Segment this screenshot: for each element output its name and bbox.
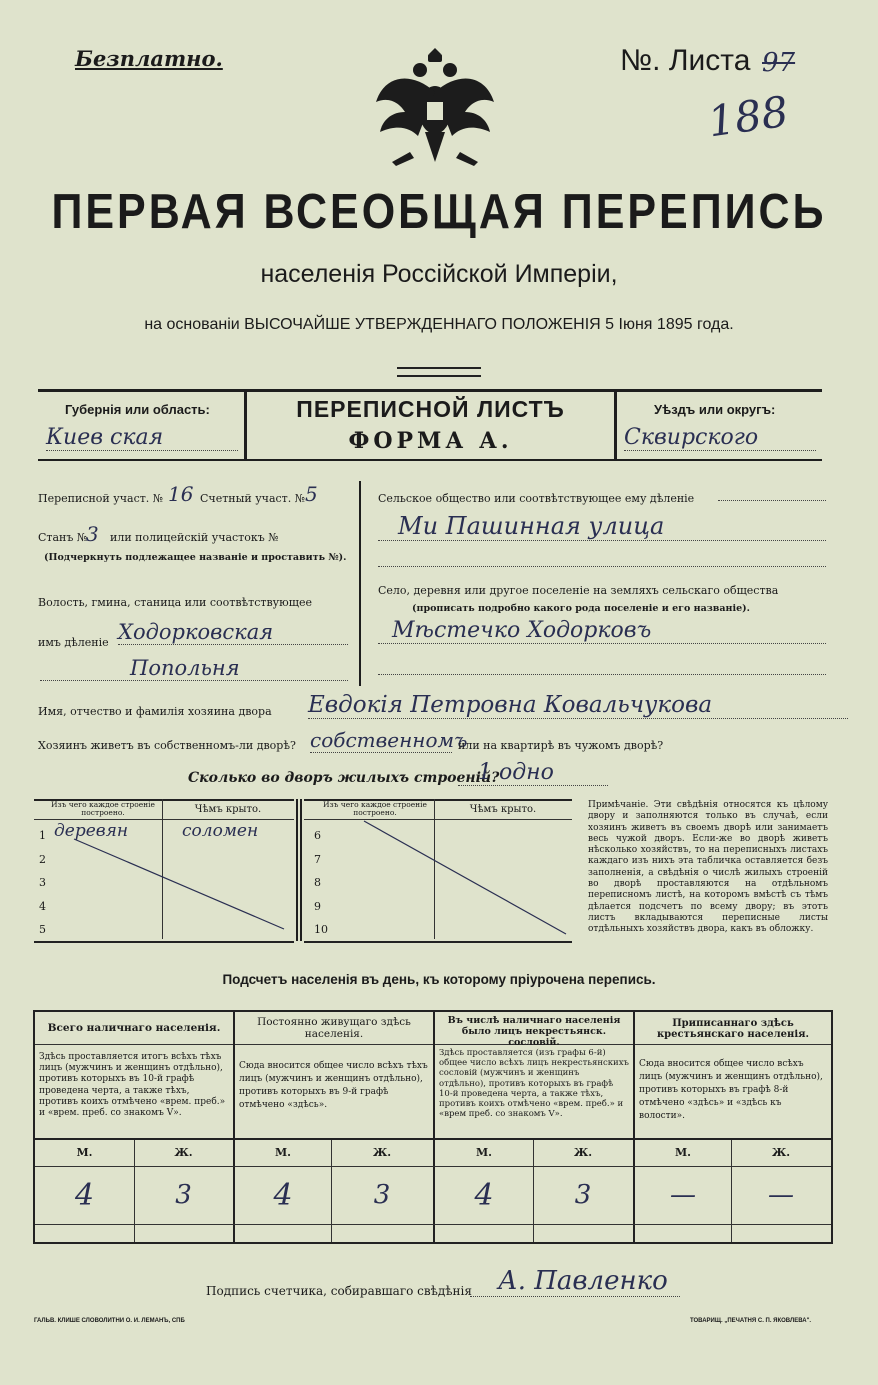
uezd-label: Уѣздъ или округъ: (654, 402, 776, 417)
legal-basis: на основаніи ВЫСОЧАЙШЕ УТВЕРЖДЕННАГО ПОЛОЖЕНІЯ 5 Іюня 1895 года. (144, 316, 734, 333)
summary-col2-m-label: М. (274, 1146, 291, 1159)
page-title: ПЕРВАЯ ВСЕОБЩАЯ ПЕРЕПИСЬ (51, 184, 827, 240)
summary-col1-zh-label: Ж. (174, 1146, 193, 1159)
underline-note: (Подчеркнуть подлежащее названіе и проставить №). (44, 552, 347, 563)
row-number: 6 (314, 829, 321, 842)
summary-col2-zh-field[interactable]: 3 (373, 1180, 391, 1210)
summary-col4-zh-label: Ж. (771, 1146, 791, 1159)
footer-right: ТОВАРИЩ. „ПЕЧАТНЯ С. П. ЯКОВЛЕВА". (690, 1318, 812, 1324)
form-title: ПЕРЕПИСНОЙ ЛИСТЪ (296, 396, 565, 422)
obshestvo-line-2 (378, 566, 826, 567)
row-number: 1 (39, 829, 46, 842)
row-number: 8 (314, 876, 321, 889)
free-label: Безплатно. (75, 46, 223, 71)
page-subtitle: населенія Россійской Имперіи, (260, 260, 618, 288)
obshestvo-field[interactable]: Ми Пашинная улица (378, 512, 826, 541)
summary-col2-zh-label: Ж. (372, 1146, 392, 1159)
double-headed-eagle-emblem (370, 40, 500, 175)
owner-name-label: Имя, отчество и фамилія хозяина двора (38, 705, 272, 718)
footer-left: ГАЛЬВ. КЛИШЕ СЛОВОЛИТНИ О. И. ЛЕМАНЪ, СПБ (34, 1318, 185, 1324)
owner-name-field[interactable]: Евдокія Петровна Ковальчукова (308, 692, 848, 719)
sheet-number-crossed: 97 (762, 48, 796, 78)
police-label: или полицейскій участокъ № (110, 531, 279, 544)
selo-field[interactable]: Мѣстечко Ходорковъ (378, 618, 826, 644)
buildings-col-roof-left: Чѣмъ крыто. (194, 804, 262, 815)
buildings-field[interactable]: 1 одно (458, 760, 608, 786)
row-number: 7 (314, 852, 321, 866)
stan-label: Станъ № (38, 531, 88, 544)
summary-col2-title: Постоянно живущаго здѣсь населенія. (257, 1016, 411, 1040)
volost-label-2: имъ дѣленіе (38, 636, 109, 649)
schetny-field[interactable]: 5 (305, 482, 318, 506)
note-text: Примѣчаніе. Эти свѣдѣнія относятся къ цѣлому двору и заполняются только въ случаѣ, если хозяинъ живетъ въ своемъ дворѣ или занимаетъ весь чужой дворъ. Если-же во дворѣ живетъ нѣсколько хозяйствъ, то на переписныхъ листахъ каждаго изъ нихъ эта табличка оставляется безъ заполненія, а свѣдѣнія о числѣ жилыхъ строеній во дворѣ проставляются на отдѣльномъ переписномъ листѣ, на которомъ вмѣстѣ съ тѣмъ дѣлается подсчетъ по всему двору; въ этотъ листъ вкладываются переписные листы отдѣльныхъ хозяйствъ двора, какъ въ обложку. (588, 800, 828, 935)
summary-col3-zh-field[interactable]: 3 (574, 1180, 592, 1210)
summary-col1-zh-field[interactable]: 3 (175, 1180, 192, 1210)
gubernia-label: Губернія или область: (65, 402, 210, 417)
summary-col4-zh-field[interactable]: — (768, 1180, 794, 1210)
row1-material-field[interactable]: деревян (54, 821, 129, 841)
form-subtitle: ФОРМА А. (348, 428, 513, 454)
summary-col2-m-field[interactable]: 4 (273, 1178, 293, 1213)
selo-line-2 (378, 674, 826, 675)
row-number: 4 (39, 899, 46, 913)
row-number: 3 (39, 876, 46, 889)
uezd-field[interactable]: Сквирского (624, 425, 816, 451)
summary-col4-desc: Сюда вносится общее число всѣхъ лицъ (мужчинъ и женщинъ отдѣльно), противъ которыхъ въ графѣ 8-й отмѣчено «здѣсь» и «здѣсь къ волости». (639, 1059, 823, 1121)
volost-label: Волость, гмина, станица или соотвѣтствующее (38, 596, 312, 609)
buildings-col-material-left: Изъ чего каждое строеніе построено. (51, 800, 155, 817)
summary-col4-m-label: М. (674, 1146, 691, 1159)
summary-col1-m-label: М. (76, 1146, 93, 1159)
row1-roof-field[interactable]: соломен (182, 821, 259, 841)
selo-note: (прописать подробно какого рода поселеніе и его названіе). (412, 603, 750, 614)
signature-label: Подпись счетчика, собиравшаго свѣдѣнія (206, 1284, 472, 1298)
summary-table (33, 1010, 833, 1244)
rule-fields-divider (359, 481, 361, 686)
row-number: 10 (314, 923, 328, 936)
owner-lives-field[interactable]: собственномъ (310, 728, 468, 752)
obshestvo-label: Сельское общество или соотвѣтствующее ему дѣленіе (378, 492, 695, 505)
summary-col1-m-field[interactable]: 4 (74, 1178, 95, 1213)
apartment-label: или на квартирѣ въ чужомъ дворѣ? (458, 739, 664, 752)
buildings-col-material-right: Изъ чего каждое строеніе построено. (323, 800, 427, 817)
summary-col3-title: Въ числѣ наличнаго населенія было лицъ некрестьянск. сословій. (447, 1015, 621, 1048)
uchastok-field[interactable]: 16 (168, 482, 194, 506)
volost-field[interactable]: Ходорковская (118, 620, 348, 645)
strike-line-right (304, 799, 572, 939)
strike-line-left (34, 799, 302, 939)
summary-col1-desc: Здѣсь проставляется итогъ всѣхъ тѣхъ лицъ (мужчинъ и женщинъ отдѣльно), противъ которыхъ въ 10-й графѣ проведена черта, а также тѣхъ, противъ коихъ отмѣчено «врем. преб.» и «врем. преб. со знакомъ V». (39, 1052, 226, 1119)
summary-col3-desc: Здѣсь проставляется (изъ графы 6-й) общее число всѣхъ лицъ некрестьянскихъ сословій (мужчинъ и женщинъ отдѣльно), противъ которыхъ въ графѣ 10-й проведена черта, а также тѣхъ, противъ коихъ отмѣчено «врем. преб.» и «врем преб. со знакомъ V». (439, 1048, 629, 1120)
sheet-number-handwritten: 188 (704, 86, 792, 147)
row-number: 5 (39, 923, 46, 936)
gubernia-field[interactable]: Киев ская (46, 425, 238, 451)
selo-label: Село, деревня или другое поселеніе на земляхъ сельскаго общества (378, 584, 779, 597)
summary-col4-m-field[interactable]: — (670, 1180, 696, 1210)
obshestvo-dots (718, 500, 826, 501)
ornament-divider (397, 367, 481, 377)
rule-bottom (38, 459, 822, 461)
stan-field[interactable]: 3 (86, 522, 99, 546)
owner-lives-label: Хозяинъ живетъ въ собственномъ-ли дворѣ? (38, 739, 296, 752)
row-number: 9 (314, 899, 321, 913)
summary-col3-zh-label: Ж. (573, 1146, 593, 1159)
summary-col2-desc: Сюда вносится общее число всѣхъ тѣхъ лицъ (мужчинъ и женщинъ отдѣльно), противъ которыхъ въ 9-й графѣ отмѣчено «здѣсь». (239, 1061, 428, 1110)
sheet-number-label: №. Листа (620, 44, 751, 77)
buildings-label: Сколько во дворъ жилыхъ строеній? (188, 770, 500, 786)
volost-field-2[interactable]: Попольня (40, 656, 348, 681)
schetny-label: Счетный участ. № (200, 492, 306, 505)
signature-field[interactable]: А. Павленко (470, 1266, 680, 1297)
row-number: 2 (39, 852, 46, 866)
uchastok-label: Переписной участ. № (38, 492, 164, 505)
rule-top (38, 389, 822, 392)
summary-col1-title: Всего наличнаго населенія. (47, 1022, 221, 1034)
summary-col4-title: Приписаннаго здѣсь крестьянскаго населенія. (656, 1018, 810, 1040)
summary-col3-m-label: М. (475, 1146, 492, 1159)
summary-heading: Подсчетъ населенія въ день, къ которому пріурочена перепись. (222, 972, 656, 987)
buildings-table (34, 799, 574, 941)
buildings-col-roof-right: Чѣмъ крыто. (469, 804, 537, 815)
summary-col3-m-field[interactable]: 4 (474, 1178, 494, 1213)
rule-v2 (614, 389, 617, 461)
